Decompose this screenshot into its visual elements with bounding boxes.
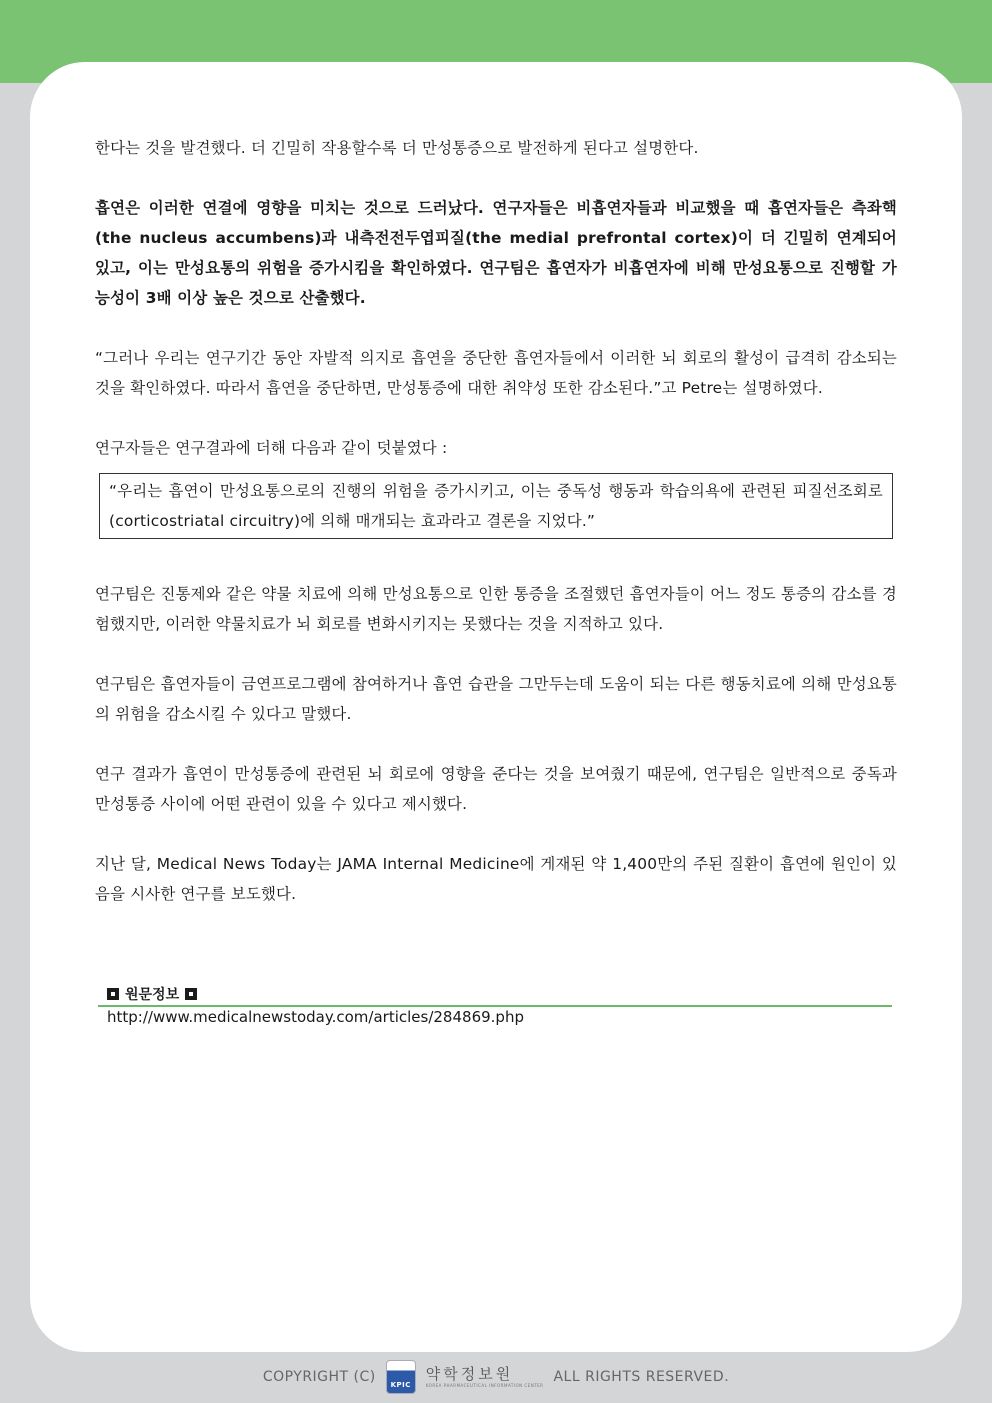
paragraph-1: 한다는 것을 발견했다. 더 긴밀히 작용할수록 더 만성통증으로 발전하게 된다고 설명한다. bbox=[95, 139, 699, 157]
rights-text: ALL RIGHTS RESERVED. bbox=[553, 1369, 730, 1385]
footer bbox=[0, 1360, 992, 1394]
paragraph-7: 연구 결과가 흡연이 만성통증에 관련된 뇌 회로에 영향을 준다는 것을 보여줬기 때문에, 연구팀은 일반적으로 중독과 만성통증 사이에 어떤 관련이 있을 수 있다고 제시했다. bbox=[95, 765, 897, 813]
org-logo-text bbox=[425, 1364, 544, 1388]
source-title-text: 원문정보 bbox=[125, 987, 180, 1003]
source-info bbox=[98, 984, 892, 1026]
article-body bbox=[95, 133, 897, 909]
source-divider bbox=[98, 1005, 892, 1007]
kpic-logo-icon bbox=[386, 1360, 416, 1394]
square-bullet-icon bbox=[185, 988, 197, 1000]
paragraph-8: 지난 달, Medical News Today는 JAMA Internal Medicine에 게재된 약 1,400만의 주된 질환이 흡연에 원인이 있음을 시사한 연구를 보도했다. bbox=[95, 855, 897, 903]
source-url-link[interactable]: http://www.medicalnewstoday.com/articles/284869.php bbox=[107, 1008, 524, 1026]
square-bullet-icon bbox=[107, 988, 119, 1000]
org-name-en: KOREA PHARMACEUTICAL INFORMATION CENTER bbox=[425, 1382, 544, 1388]
paragraph-5: 연구팀은 진통제와 같은 약물 치료에 의해 만성요통으로 인한 통증을 조절했던 흡연자들이 어느 정도 통증의 감소를 경험했지만, 이러한 약물치료가 뇌 회로를 변화시키지는 못했다는 것을 지적하고 있다. bbox=[95, 585, 897, 633]
quote-text: “우리는 흡연이 만성요통으로의 진행의 위험을 증가시키고, 이는 중독성 행동과 학습의욕에 관련된 피질선조회로(corticostriatal circuitry)에 의해 매개되는 효과라고 결론을 지었다.” bbox=[109, 482, 883, 530]
quote-box bbox=[99, 473, 893, 539]
source-heading bbox=[98, 984, 892, 1004]
copyright-text: COPYRIGHT (C) bbox=[262, 1369, 376, 1385]
org-name: 약학정보원 bbox=[425, 1364, 514, 1383]
logo-badge-text: KPIC bbox=[390, 1381, 411, 1389]
paragraph-3: “그러나 우리는 연구기간 동안 자발적 의지로 흡연을 중단한 흡연자들에서 이러한 뇌 회로의 활성이 급격히 감소되는 것을 확인하였다. 따라서 흡연을 중단하면, 만성통증에 대한 취약성 또한 감소된다.”고 Petre는 설명하였다. bbox=[95, 349, 897, 397]
paragraph-4: 연구자들은 연구결과에 더해 다음과 같이 덧붙였다 : bbox=[95, 439, 448, 457]
paragraph-2-bold: 흡연은 이러한 연결에 영향을 미치는 것으로 드러났다. 연구자들은 비흡연자들과 비교했을 때 흡연자들은 측좌핵(the nucleus accumbens)과 내측전전두엽피질(the medial prefrontal cortex)이 더 긴밀히 연계되어 있고, 이는 만성요통의 위험을 증가시킴을 확인하였다. 연구팀은 흡연자가 비흡연자에 비해 만성요통으로 진행할 가능성이 3배 이상 높은 것으로 산출했다. bbox=[95, 199, 897, 307]
paragraph-6: 연구팀은 흡연자들이 금연프로그램에 참여하거나 흡연 습관을 그만두는데 도움이 되는 다른 행동치료에 의해 만성요통의 위험을 감소시킬 수 있다고 말했다. bbox=[95, 675, 897, 723]
